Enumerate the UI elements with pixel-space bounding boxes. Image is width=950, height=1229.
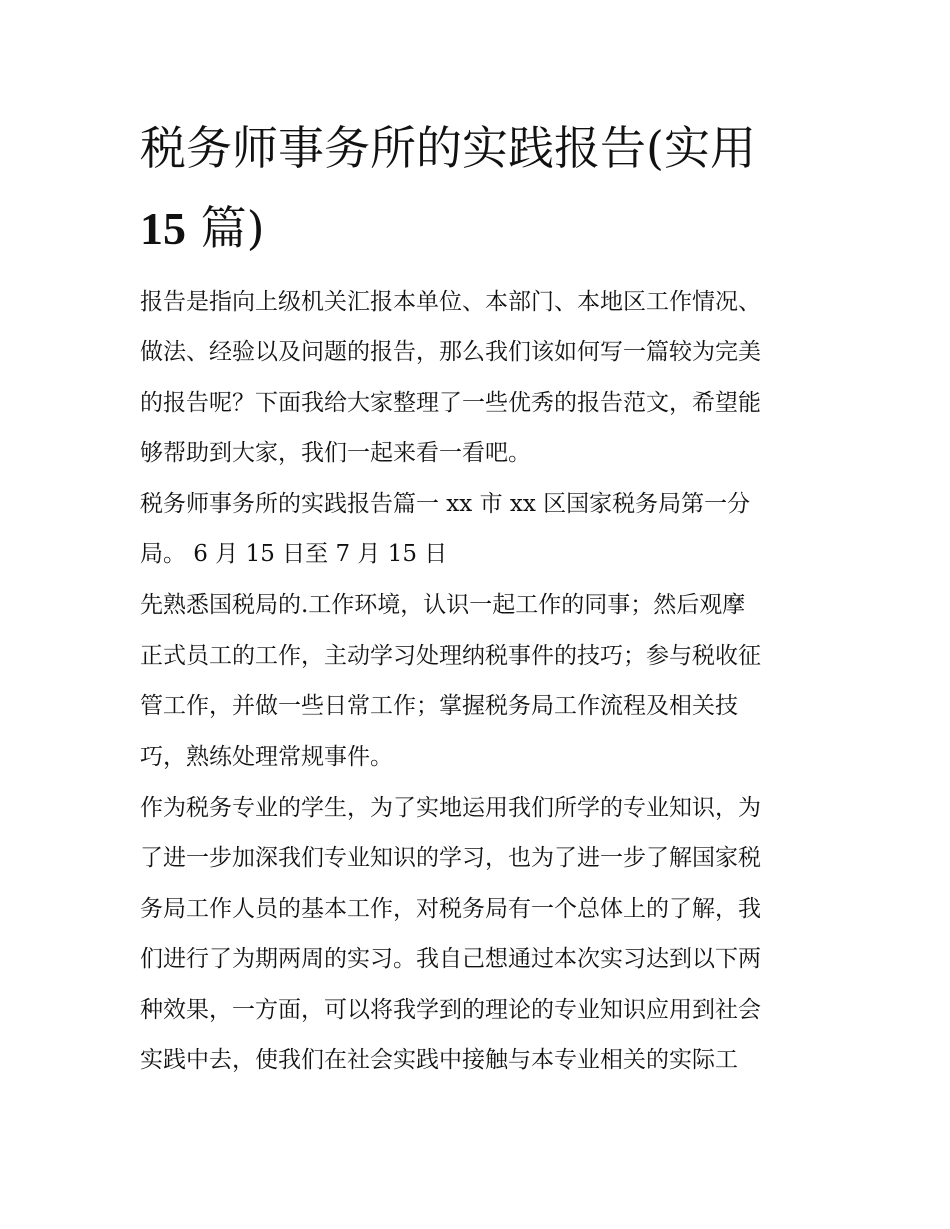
paragraph-line: 巧，熟练处理常规事件。	[140, 744, 393, 770]
paragraph-line: 务局工作人员的基本工作，对税务局有一个总体上的了解，我	[140, 896, 761, 922]
paragraph-line: 作为税务专业的学生，为了实地运用我们所学的专业知识，为	[140, 795, 761, 821]
paragraph-line: 们进行了为期两周的实习。我自己想通过本次实习达到以下两	[140, 946, 761, 972]
title-count: 15	[140, 203, 186, 254]
paragraph-line: 种效果，一方面，可以将我学到的理论的专业知识应用到社会	[140, 997, 761, 1023]
title-suffix: 篇)	[186, 201, 265, 255]
paragraph-line: 局。 6 月 15 日至 7 月 15 日	[140, 541, 448, 567]
document-title-line-1: 税务师事务所的实践报告(实用	[140, 121, 756, 175]
paragraph-line: 报告是指向上级机关汇报本单位、本部门、本地区工作情况、	[140, 289, 761, 315]
paragraph-line: 做法、经验以及问题的报告，那么我们该如何写一篇较为完美	[140, 339, 761, 365]
paragraph-line: 够帮助到大家，我们一起来看一看吧。	[140, 440, 531, 466]
paragraph-line: 管工作，并做一些日常工作；掌握税务局工作流程及相关技	[140, 693, 738, 719]
paragraph-line: 的报告呢？下面我给大家整理了一些优秀的报告范文，希望能	[140, 390, 761, 416]
paragraph-line: 税务师事务所的实践报告篇一 xx 市 xx 区国家税务局第一分	[140, 491, 751, 517]
document-title-line-2	[140, 201, 820, 255]
paragraph-line: 了进一步加深我们专业知识的学习，也为了进一步了解国家税	[140, 845, 761, 871]
paragraph-line: 正式员工的工作，主动学习处理纳税事件的技巧；参与税收征	[140, 643, 761, 669]
paragraph-line: 先熟悉国税局的.工作环境，认识一起工作的同事；然后观摩	[140, 592, 746, 618]
paragraph-line: 实践中去，使我们在社会实践中接触与本专业相关的实际工	[140, 1047, 738, 1073]
